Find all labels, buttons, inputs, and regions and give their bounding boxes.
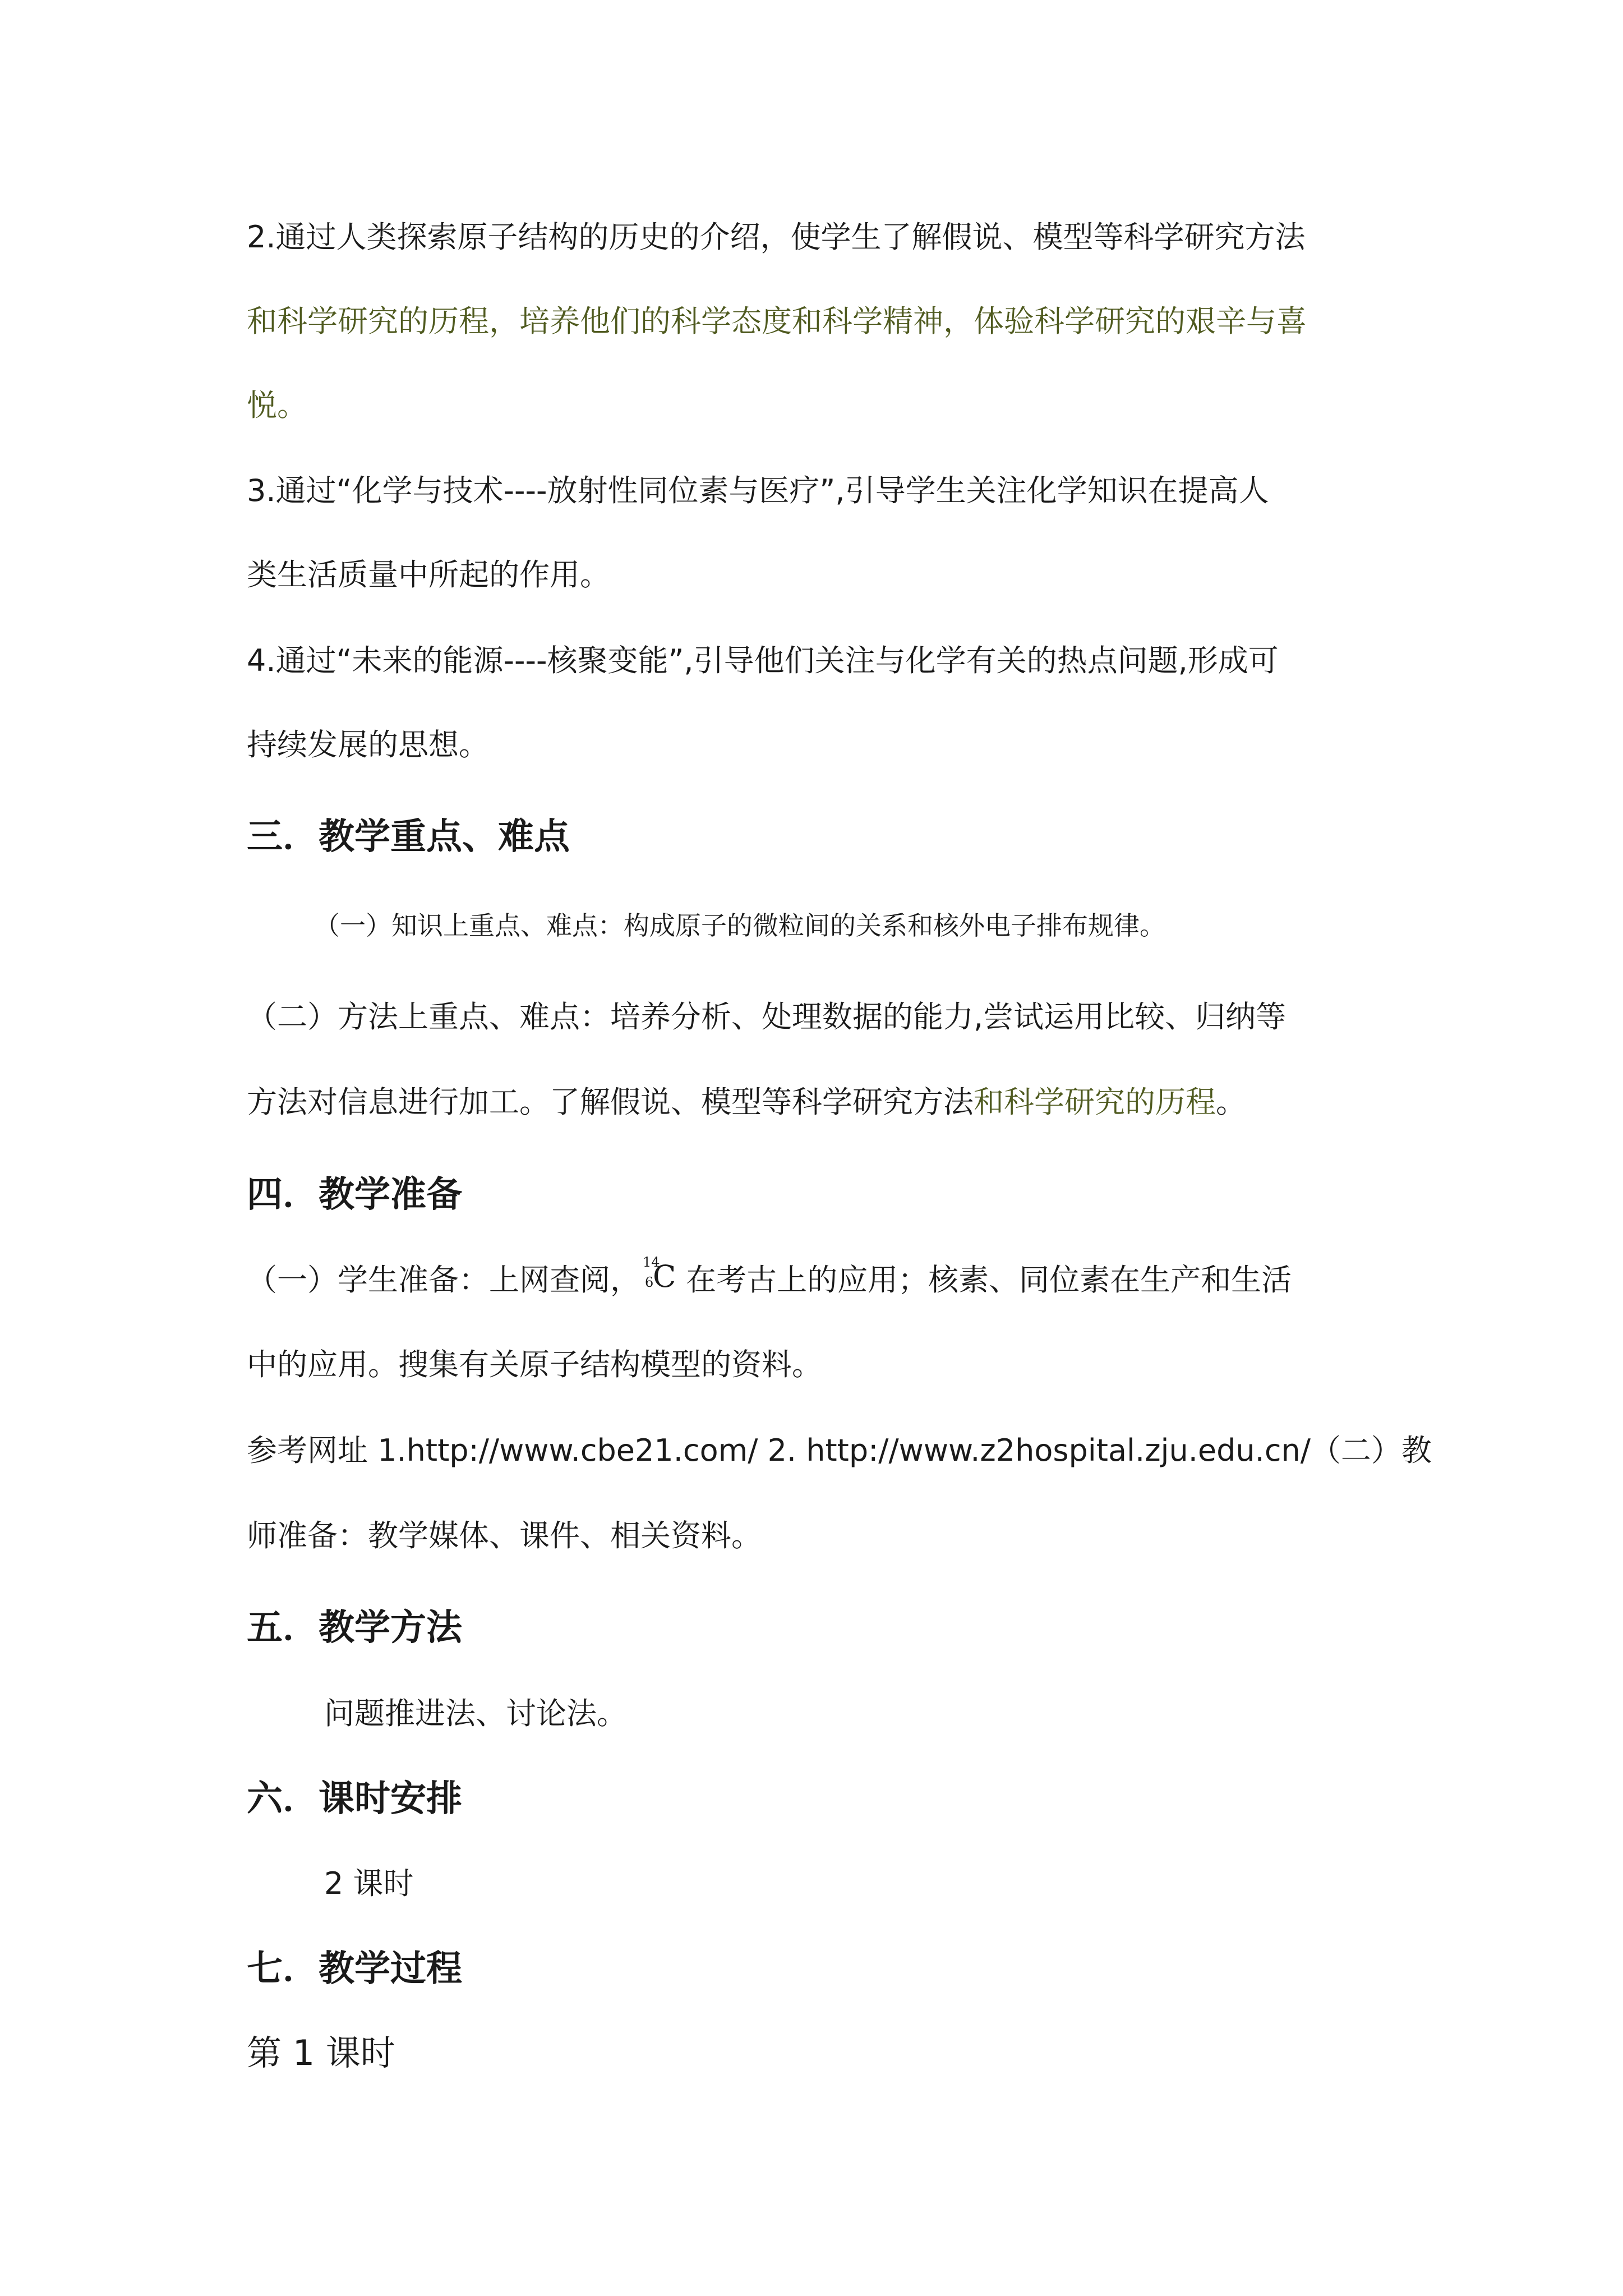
lesson-1-title: 第 1 课时 <box>247 2032 395 2073</box>
goal-3-line-1: 3.通过“化学与技术----放射性同位素与医疗”,引导学生关注化学知识在提高人 <box>247 473 1269 508</box>
isotope-mass-number: 14 <box>643 1254 660 1270</box>
goal-2-line-1: 2.通过人类探索原子结构的历史的介绍，使学生了解假说、模型等科学研究方法 <box>247 219 1306 255</box>
section-3-method-focus-line-2 <box>247 1083 1246 1122</box>
section-6-hours: 2 课时 <box>324 1866 414 1901</box>
isotope-element: C <box>653 1259 676 1294</box>
carbon-14-isotope-symbol <box>640 1254 676 1294</box>
goal-2-line-3: 悦。 <box>247 388 307 423</box>
student-prep-text: （一）学生准备：上网查阅， <box>247 1262 640 1297</box>
section-4-student-prep-line-1 <box>247 1254 1292 1300</box>
section-7-heading: 七．教学过程 <box>247 1948 462 1990</box>
method-focus-highlight: 和科学研究的历程 <box>974 1084 1216 1120</box>
section-4-teacher-prep: 师准备：教学媒体、课件、相关资料。 <box>247 1518 762 1553</box>
method-focus-text: 方法对信息进行加工。了解假说、模型等科学研究方法 <box>247 1084 974 1120</box>
goal-4-line-1: 4.通过“未来的能源----核聚变能”,引导他们关注与化学有关的热点问题,形成可 <box>247 643 1279 678</box>
method-focus-period: 。 <box>1216 1084 1246 1120</box>
goal-3-line-2: 类生活质量中所起的作用。 <box>247 557 610 592</box>
section-5-methods: 问题推进法、讨论法。 <box>324 1696 627 1731</box>
section-4-reference-urls: 参考网址 1.http://www.cbe21.com/ 2. http://www.z2hospital.zju.edu.cn/（二）教 <box>247 1433 1432 1468</box>
section-5-heading: 五．教学方法 <box>247 1607 462 1649</box>
isotope-atomic-number: 6 <box>645 1274 654 1290</box>
section-3-knowledge-focus: （一）知识上重点、难点：构成原子的微粒间的关系和核外电子排布规律。 <box>314 910 1165 941</box>
goal-2-line-2: 和科学研究的历程，培养他们的科学态度和科学精神，体验科学研究的艰辛与喜 <box>247 303 1307 339</box>
goal-4-line-2: 持续发展的思想。 <box>247 727 489 762</box>
section-4-heading: 四．教学准备 <box>247 1174 462 1216</box>
section-4-student-prep-line-2: 中的应用。搜集有关原子结构模型的资料。 <box>247 1347 822 1382</box>
student-prep-text-cont: 在考古上的应用；核素、同位素在生产和生活 <box>676 1262 1292 1297</box>
section-3-method-focus-line-1: （二）方法上重点、难点：培养分析、处理数据的能力,尝试运用比较、归纳等 <box>247 999 1287 1034</box>
section-6-heading: 六．课时安排 <box>247 1778 462 1820</box>
section-3-heading: 三．教学重点、难点 <box>247 816 570 858</box>
